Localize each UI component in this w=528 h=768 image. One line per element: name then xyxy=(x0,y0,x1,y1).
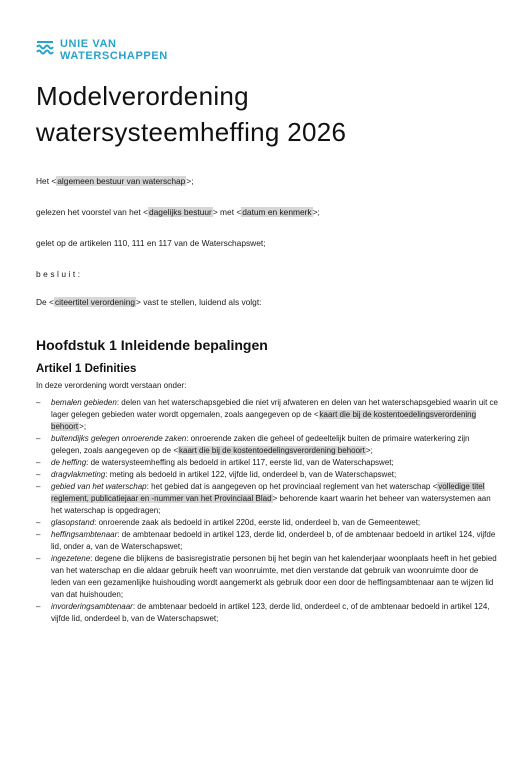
article-intro: In deze verordening wordt verstaan onder: xyxy=(36,381,187,390)
definition-text: > behorende kaart waarin het beheer van watersystemen aan het waterschap is opgedragen; xyxy=(51,494,491,515)
text: Het < xyxy=(36,176,57,186)
definition-item xyxy=(36,481,498,517)
text: >; xyxy=(312,207,320,217)
article-heading: Artikel 1 Definities xyxy=(36,363,137,375)
definition-item xyxy=(36,529,498,553)
preamble-besluit: besluit: xyxy=(36,269,83,279)
waves-logo-icon xyxy=(36,39,54,55)
text: >; xyxy=(186,176,194,186)
preamble xyxy=(36,175,498,308)
definition-text: : onroerende zaken die geheel of gedeeltelijk buiten de primaire waterkering zijn gelegen, zoals aangegeven op de < xyxy=(51,434,470,455)
placeholder-highlight: kaart die bij de kostentoedelingsverordening behoort xyxy=(51,410,477,431)
definition-text: : meting als bedoeld in artikel 122, vijfde lid, onderdeel b, van de Waterschapswet; xyxy=(105,470,397,479)
definition-term: heffingsambtenaar xyxy=(51,530,118,539)
definition-term: invorderingsambtenaar xyxy=(51,602,133,611)
definition-term: glasopstand xyxy=(51,518,95,527)
definition-term: de heffing xyxy=(51,458,87,467)
definition-text: : onroerende zaak als bedoeld in artikel 220d, eerste lid, onderdeel b, van de Gemeentewet; xyxy=(94,518,421,527)
definition-term: gebied van het waterschap xyxy=(51,482,147,491)
preamble-line-1 xyxy=(36,175,498,187)
text: > vast te stellen, luidend als volgt: xyxy=(136,297,262,307)
preamble-line-3: gelet op de artikelen 110, 111 en 117 van de Waterschapswet; xyxy=(36,238,266,248)
definition-text: : degene die blijkens de basisregistratie personen bij het begin van het kalenderjaar woonplaats heeft in het gebied van het waterschap en die aldaar gebruik heeft van woonruimte, met dien verstande dat gebruik van woonruimte door de leden van een gezamenlijke huishouding wordt aangemerkt als gebruik door een door de heffingsambtenaar aan te wijzen lid van dat huishouden; xyxy=(51,554,497,599)
definition-text: : de ambtenaar bedoeld in artikel 123, derde lid, onderdeel c, of de ambtenaar bedoeld in artikel 124, vijfde lid, onderdeel b, van de Waterschapswet; xyxy=(51,602,490,623)
definition-text: >; xyxy=(365,446,373,455)
definition-item xyxy=(36,469,498,481)
definition-text: : de watersysteemheffing als bedoeld in artikel 117, eerste lid, van de Waterschapswet; xyxy=(86,458,394,467)
definition-text: : delen van het waterschapsgebied die niet vrij afwateren en delen van het waterschapsgebied waarin uit ce lager gelegen gebieden water wordt opgemalen, zoals aangegeven op de < xyxy=(51,398,498,419)
title-line-1: Modelverordening xyxy=(36,81,249,111)
definition-term: dragvlakmeting xyxy=(51,470,106,479)
definition-text: >; xyxy=(79,422,87,431)
text: gelezen het voorstel van het < xyxy=(36,207,148,217)
title-line-2: watersysteemheffing 2026 xyxy=(36,117,347,147)
preamble-line-2 xyxy=(36,206,498,218)
unie-van-waterschappen-logo xyxy=(36,38,498,68)
document-title xyxy=(36,78,498,150)
definition-item xyxy=(36,517,498,529)
preamble-line-5 xyxy=(36,296,498,308)
logo-wordmark xyxy=(60,38,168,62)
placeholder-highlight: citeertitel verordening xyxy=(54,297,136,307)
definition-term: bemalen gebieden xyxy=(51,398,117,407)
definition-term: buitendijks gelegen onroerende zaken xyxy=(51,434,187,443)
definition-item xyxy=(36,457,498,469)
logo-line-2: WATERSCHAPPEN xyxy=(60,50,168,62)
placeholder-highlight: datum en kenmerk xyxy=(242,207,312,217)
placeholder-highlight: dagelijks bestuur xyxy=(148,207,212,217)
logo-line-1: UNIE VAN xyxy=(60,38,117,50)
chapter-heading: Hoofdstuk 1 Inleidende bepalingen xyxy=(36,337,268,353)
definition-item xyxy=(36,433,498,457)
definition-text: : het gebied dat is aangegeven op het provinciaal reglement van het waterschap < xyxy=(146,482,438,491)
definition-item xyxy=(36,553,498,601)
definition-text: : de ambtenaar bedoeld in artikel 123, derde lid, onderdeel b, of de ambtenaar bedoeld in artikel 124, vijfde lid, onder a, van de Waterschapswet; xyxy=(51,530,496,551)
placeholder-highlight: kaart die bij de kostentoedelingsverordening behoort xyxy=(179,446,365,455)
placeholder-highlight: volledige titel reglement, publicatiejaar en -nummer van het Provinciaal Blad xyxy=(51,482,485,503)
definition-item xyxy=(36,397,498,433)
text: > met < xyxy=(212,207,242,217)
placeholder-highlight: algemeen bestuur van waterschap xyxy=(57,176,186,186)
definitions-list xyxy=(36,397,498,625)
definition-item xyxy=(36,601,498,625)
definition-term: ingezetene xyxy=(51,554,91,563)
text: De < xyxy=(36,297,54,307)
